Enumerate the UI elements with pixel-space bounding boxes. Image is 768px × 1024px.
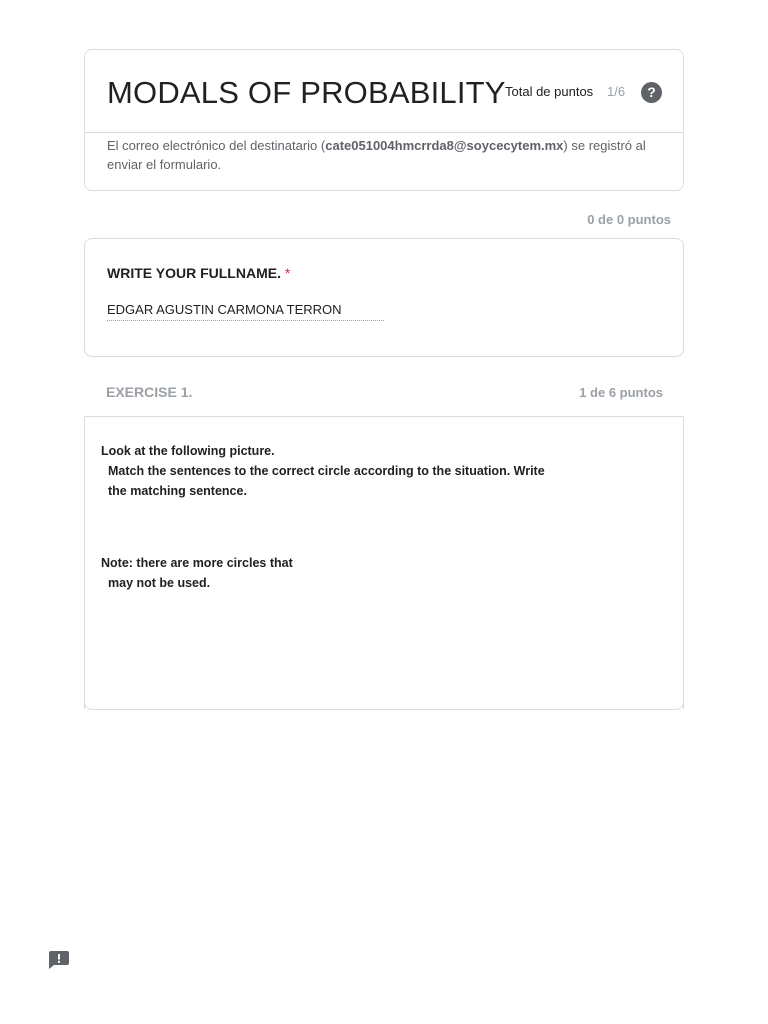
form-title: MODALS OF PROBABILITY xyxy=(107,75,506,110)
form-header-top xyxy=(85,50,683,133)
respondent-email: cate051004hmcrrda8@soycecytem.mx xyxy=(325,138,564,153)
total-score-value: 1/6 xyxy=(607,84,626,99)
note-line-2: may not be used. xyxy=(108,576,211,590)
exercise-instructions xyxy=(101,441,581,501)
note-line-1: Note: there are more circles that xyxy=(101,556,293,570)
exercise-body xyxy=(84,416,684,709)
instruction-line-1: Look at the following picture. xyxy=(101,444,275,458)
exercise-points: 1 de 6 puntos xyxy=(579,385,663,400)
exercise-card xyxy=(84,366,684,710)
help-icon[interactable]: ? xyxy=(641,82,662,103)
email-recorded-note xyxy=(107,136,667,174)
email-note-suffix: ) se registró al enviar el formulario. xyxy=(107,138,646,172)
required-mark: * xyxy=(284,265,291,281)
exercise-header xyxy=(84,366,684,416)
fullname-answer: EDGAR AGUSTIN CARMONA TERRON xyxy=(107,302,384,321)
section-points: 0 de 0 puntos xyxy=(587,212,671,227)
feedback-icon[interactable] xyxy=(49,951,69,969)
instruction-line-3: the matching sentence. xyxy=(108,484,247,498)
exercise-note xyxy=(101,553,501,593)
exercise-title: EXERCISE 1. xyxy=(106,384,193,400)
fullname-question-card xyxy=(84,238,684,357)
form-header-card xyxy=(84,49,684,191)
email-note-prefix: El correo electrónico del destinatario ( xyxy=(107,138,326,153)
question-title xyxy=(107,265,290,281)
instruction-line-2: Match the sentences to the correct circle according to the situation. Write xyxy=(108,464,545,478)
question-title-text: WRITE YOUR FULLNAME. xyxy=(107,265,281,281)
total-score-label: Total de puntos xyxy=(505,84,594,99)
